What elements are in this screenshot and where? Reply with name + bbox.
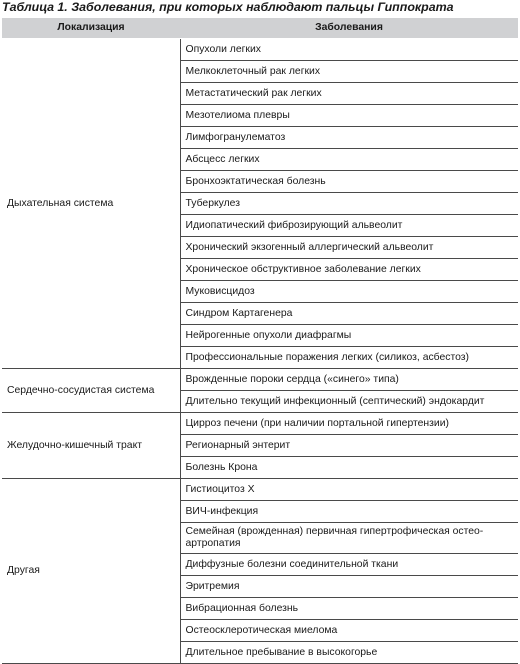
localization-cell: Дыхательная система xyxy=(2,39,180,369)
table-row xyxy=(2,413,518,435)
disease-cell: Идиопатический фиброзирующий альвеолит xyxy=(180,215,518,237)
disease-cell: Семейная (врожденная) первичная гипертрофическая остео-артропатия xyxy=(180,523,518,554)
disease-cell: Цирроз печени (при наличии портальной гипертензии) xyxy=(180,413,518,435)
disease-cell: Туберкулез xyxy=(180,193,518,215)
disease-cell: Остеосклеротическая миелома xyxy=(180,620,518,642)
disease-cell: Мезотелиома плевры xyxy=(180,105,518,127)
table-caption: Таблица 1. Заболевания, при которых наблюдают пальцы Гиппократа xyxy=(2,0,454,14)
disease-cell: Синдром Картагенера xyxy=(180,303,518,325)
disease-cell: Гистиоцитоз Х xyxy=(180,479,518,501)
disease-cell: Вибрационная болезнь xyxy=(180,598,518,620)
table-header-row xyxy=(2,18,518,39)
table-row xyxy=(2,39,518,61)
disease-cell: Длительно текущий инфекционный (септический) эндокардит xyxy=(180,391,518,413)
disease-cell: Длительное пребывание в высокогорье xyxy=(180,642,518,664)
disease-cell: Профессиональные поражения легких (силикоз, асбестоз) xyxy=(180,347,518,369)
disease-cell: Лимфогранулематоз xyxy=(180,127,518,149)
disease-cell: Опухоли легких xyxy=(180,39,518,61)
disease-cell: Хронический экзогенный аллергический альвеолит xyxy=(180,237,518,259)
header-diseases: Заболевания xyxy=(180,18,518,39)
disease-cell: Регионарный энтерит xyxy=(180,435,518,457)
disease-cell: ВИЧ-инфекция xyxy=(180,501,518,523)
disease-cell: Хроническое обструктивное заболевание легких xyxy=(180,259,518,281)
diseases-table xyxy=(2,18,518,664)
disease-cell: Муковисцидоз xyxy=(180,281,518,303)
disease-cell: Эритремия xyxy=(180,576,518,598)
table-row xyxy=(2,369,518,391)
disease-cell: Диффузные болезни соединительной ткани xyxy=(180,554,518,576)
localization-cell: Другая xyxy=(2,479,180,664)
disease-cell: Бронхоэктатическая болезнь xyxy=(180,171,518,193)
disease-cell: Нейрогенные опухоли диафрагмы xyxy=(180,325,518,347)
disease-cell: Болезнь Крона xyxy=(180,457,518,479)
header-localization: Локализация xyxy=(2,18,180,39)
disease-cell: Врожденные пороки сердца («синего» типа) xyxy=(180,369,518,391)
disease-cell: Мелкоклеточный рак легких xyxy=(180,61,518,83)
localization-cell: Желудочно-кишечный тракт xyxy=(2,413,180,479)
disease-cell: Метастатический рак легких xyxy=(180,83,518,105)
table-body xyxy=(2,39,518,664)
disease-cell: Абсцесс легких xyxy=(180,149,518,171)
table-row xyxy=(2,479,518,501)
localization-cell: Сердечно-сосудистая система xyxy=(2,369,180,413)
